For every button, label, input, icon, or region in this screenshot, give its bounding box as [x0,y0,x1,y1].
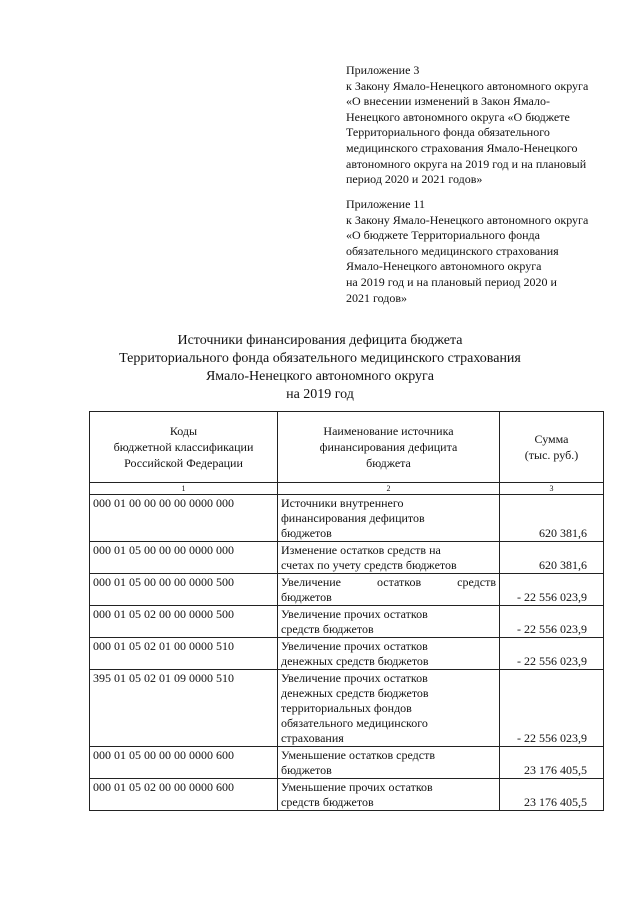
row-name [278,670,500,747]
header-name-line: Наименование источника [323,424,454,438]
header-codes [90,412,278,483]
row-amount: - 22 556 023,9 [500,638,604,670]
row-code: 000 01 05 02 01 00 0000 510 [90,638,278,670]
appendix-11-line: к Закону Ямало-Ненецкого автономного округа [346,212,589,227]
title-line: Ямало-Ненецкого автономного округа [205,369,435,384]
row-code: 000 01 00 00 00 00 0000 000 [90,495,278,542]
appendix-3-line: Ненецкого автономного округа «О бюджете [346,109,570,124]
column-number: 1 [90,483,278,495]
appendix-3-header [346,63,626,188]
header-amount [500,412,604,483]
row-name-line: Увеличение прочих остатков [281,639,428,653]
row-code: 000 01 05 00 00 00 0000 500 [90,574,278,606]
row-name [278,574,500,606]
header-name-line: бюджета [366,456,411,470]
row-name [278,779,500,811]
row-amount: 23 176 405,5 [500,747,604,779]
table-row [90,495,604,542]
row-code: 395 01 05 02 01 09 0000 510 [90,670,278,747]
row-name-line: бюджетов [281,590,332,604]
appendix-11-line: 2021 годов» [346,290,408,305]
row-name-line: средств бюджетов [281,622,374,636]
row-amount: 620 381,6 [500,542,604,574]
document-title [0,332,640,404]
table-row [90,670,604,747]
row-code: 000 01 05 00 00 00 0000 600 [90,747,278,779]
row-amount: - 22 556 023,9 [500,606,604,638]
header-amount-line: Сумма [534,432,569,446]
title-line: Источники финансирования дефицита бюджета [177,333,463,348]
table-row [90,779,604,811]
row-name-line: обязательного медицинского [281,716,428,730]
appendix-3-line: период 2020 и 2021 годов» [346,172,483,187]
row-name-line: страхования [281,731,344,745]
row-name [278,606,500,638]
header-codes-line: Коды [169,424,198,438]
row-name-line: Источники внутреннего [281,496,404,510]
header-codes-line: бюджетной классификации [113,440,254,454]
appendix-11-line: на 2019 год и на плановый период 2020 и [346,274,557,289]
row-code: 000 01 05 02 00 00 0000 500 [90,606,278,638]
row-name [278,495,500,542]
row-name [278,542,500,574]
table-row [90,638,604,670]
table-row [90,747,604,779]
header-codes-line: Российской Федерации [124,456,243,470]
appendix-3-line: «О внесении изменений в Закон Ямало- [346,94,550,109]
row-name-line: денежных средств бюджетов [281,686,429,700]
row-name-line: Увеличение прочих остатков [281,671,428,685]
appendix-11-header [346,197,626,306]
row-amount: 620 381,6 [500,495,604,542]
row-name-line: Уменьшение остатков средств [281,748,435,762]
row-amount: - 22 556 023,9 [500,670,604,747]
appendix-11-line: Приложение 11 [346,197,425,211]
row-name-line: денежных средств бюджетов [281,654,429,668]
row-name-line: финансирования дефицитов [281,511,425,525]
row-name-line: Уменьшение прочих остатков [281,780,433,794]
column-number: 2 [278,483,500,495]
header-amount-line: (тыс. руб.) [524,448,579,462]
column-number-row [90,483,604,495]
header-name-line: финансирования дефицита [319,440,458,454]
appendix-3-line: автономного округа на 2019 год и на плановый [346,156,587,171]
column-number: 3 [500,483,604,495]
appendix-3-line: Приложение 3 [346,63,420,77]
row-amount: - 22 556 023,9 [500,574,604,606]
appendix-3-line: Территориального фонда обязательного [346,125,550,140]
table-header-row [90,412,604,483]
row-name-line: бюджетов [281,526,332,540]
table-row [90,542,604,574]
table-row [90,606,604,638]
row-name-line: счетах по учету средств бюджетов [281,558,457,572]
appendix-11-line: «О бюджете Территориального фонда [346,228,540,243]
row-name-line: бюджетов [281,763,332,777]
appendix-3-line: медицинского страхования Ямало-Ненецкого [346,140,578,155]
appendix-11-line: Ямало-Ненецкого автономного округа [346,259,542,274]
row-name [278,747,500,779]
row-name [278,638,500,670]
title-line: Территориального фонда обязательного медицинского страхования [119,351,521,366]
row-code: 000 01 05 00 00 00 0000 000 [90,542,278,574]
financing-sources-table [89,411,604,811]
header-name [278,412,500,483]
row-name-line: территориальных фондов [281,701,412,715]
row-name-line: Изменение остатков средств на [281,543,441,557]
appendix-3-line: к Закону Ямало-Ненецкого автономного округа [346,78,589,93]
table-row [90,574,604,606]
row-code: 000 01 05 02 00 00 0000 600 [90,779,278,811]
row-amount: 23 176 405,5 [500,779,604,811]
row-name-line: средств бюджетов [281,795,374,809]
title-line: на 2019 год [286,387,354,402]
appendix-11-line: обязательного медицинского страхования [346,243,559,258]
row-name-line: Увеличение остатков средств [281,575,496,589]
row-name-line: Увеличение прочих остатков [281,607,428,621]
